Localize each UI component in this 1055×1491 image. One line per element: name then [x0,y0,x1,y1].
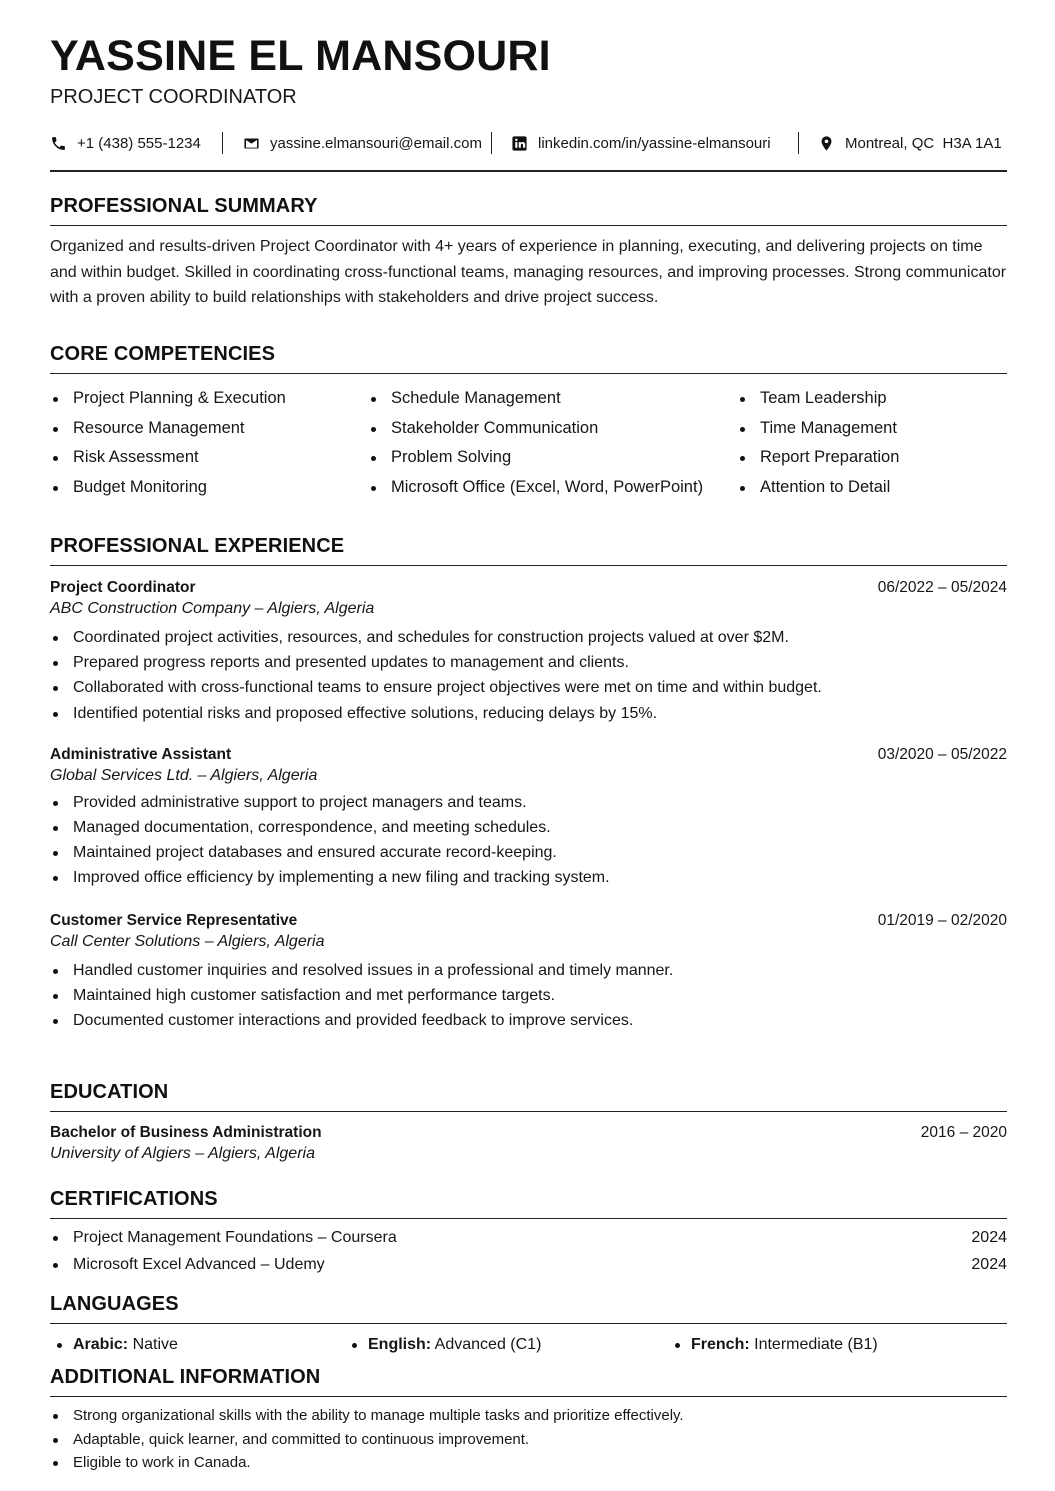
section-heading: CORE COMPETENCIES [50,343,1007,374]
language-item [350,1332,541,1358]
competency-item: Stakeholder Communication [368,414,703,444]
competencies-section [50,343,1007,514]
additional-section [50,1366,1007,1475]
competency-item: Schedule Management [368,384,703,414]
competencies-column [368,384,703,503]
contact-divider [491,132,492,154]
job-dates: 01/2019 – 02/2020 [877,911,1007,929]
education-entry [50,1124,1007,1163]
job-bullet: Maintained high customer satisfaction and met performance targets. [50,983,1007,1008]
job-bullet: Improved office efficiency by implementing a new filing and tracking system. [50,865,1007,890]
competency-item: Problem Solving [368,443,703,473]
header-divider [50,170,1007,172]
additional-list [50,1404,1007,1475]
email-icon [243,135,260,152]
contact-divider [798,132,799,154]
additional-item: Adaptable, quick learner, and committed to continuous improvement. [50,1428,1007,1452]
competency-item: Risk Assessment [50,443,286,473]
job-dates: 03/2020 – 05/2022 [877,745,1007,763]
additional-item: Strong organizational skills with the ability to manage multiple tasks and prioritize effectively. [50,1404,1007,1428]
certification-item [50,1224,1007,1251]
job-entry [50,912,1007,1034]
job-bullet: Provided administrative support to project managers and teams. [50,790,1007,815]
job-title: Project Coordinator [50,579,196,596]
summary-section [50,195,1007,311]
job-bullet: Prepared progress reports and presented updates to management and clients. [50,650,1007,675]
education-dates: 2016 – 2020 [920,1124,1007,1141]
language-level: Advanced (C1) [434,1336,542,1353]
certification-item [50,1251,1007,1278]
contact-divider [222,132,223,154]
job-organization: ABC Construction Company – Algiers, Algeria [50,600,375,617]
competency-item: Team Leadership [737,384,899,414]
school-name: University of Algiers – Algiers, Algeria [50,1145,315,1162]
contact-bar [50,131,1007,155]
location-text: Montreal, QC H3A 1A1 [845,134,1002,152]
candidate-name: YASSINE EL MANSOURI [50,32,551,80]
job-dates: 06/2022 – 05/2024 [877,579,1007,596]
language-item [673,1332,878,1358]
competency-item: Budget Monitoring [50,473,286,503]
job-bullet: Coordinated project activities, resources, and schedules for construction projects valued at over $2M. [50,625,1007,650]
additional-item: Eligible to work in Canada. [50,1451,1007,1475]
job-title: Customer Service Representative [50,911,298,929]
section-heading: ADDITIONAL INFORMATION [50,1366,1007,1397]
contact-location [818,131,1002,155]
resume-page [50,0,1007,1491]
job-entry [50,746,1007,891]
contact-linkedin[interactable] [511,131,771,155]
competency-item: Project Planning & Execution [50,384,286,414]
job-bullet: Documented customer interactions and provided feedback to improve services. [50,1008,1007,1033]
certifications-section [50,1188,1007,1278]
section-heading: CERTIFICATIONS [50,1188,1007,1219]
job-bullets [50,790,1007,891]
linkedin-icon [511,135,528,152]
section-heading: PROFESSIONAL EXPERIENCE [50,535,1007,566]
job-bullet: Managed documentation, correspondence, and meeting schedules. [50,815,1007,840]
competencies-column [737,384,899,503]
job-bullet: Identified potential risks and proposed effective solutions, reducing delays by 15%. [50,701,1007,726]
job-bullet: Collaborated with cross-functional teams to ensure project objectives were met on time and within budget. [50,675,1007,700]
section-heading: EDUCATION [50,1081,1007,1112]
competency-item: Time Management [737,414,899,444]
contact-phone[interactable] [50,131,201,155]
competency-item: Report Preparation [737,443,899,473]
contact-email[interactable] [243,131,482,155]
competencies-grid [50,384,1007,514]
certification-year: 2024 [971,1229,1007,1246]
language-level: Intermediate (B1) [754,1336,878,1353]
summary-text: Organized and results-driven Project Coordinator with 4+ years of experience in planning, executing, and delivering projects on time and within budget. Skilled in coordinating cross-functional teams, managing resources, and improving processes. Strong communicator with a proven ability to build relationships with stakeholders and drive project success. [50,238,1007,306]
location-icon [818,135,835,152]
language-item [55,1332,178,1358]
language-name: Arabic: [73,1336,129,1353]
job-organization: Global Services Ltd. – Algiers, Algeria [50,766,318,784]
language-name: English: [368,1336,432,1353]
competency-item: Microsoft Office (Excel, Word, PowerPoint) [368,473,703,503]
education-section [50,1081,1007,1163]
phone-text: +1 (438) 555-1234 [77,134,201,152]
competencies-column [50,384,286,503]
job-title: Administrative Assistant [50,745,232,763]
certification-name: Microsoft Excel Advanced – Udemy [73,1256,325,1273]
job-entry [50,579,1007,726]
experience-section [50,535,1007,1033]
certification-year: 2024 [971,1256,1007,1273]
job-organization: Call Center Solutions – Algiers, Algeria [50,932,325,950]
competency-item: Attention to Detail [737,473,899,503]
candidate-title: PROJECT COORDINATOR [50,86,297,108]
phone-icon [50,135,67,152]
languages-section [50,1293,1007,1358]
job-bullet: Maintained project databases and ensured accurate record-keeping. [50,840,1007,865]
language-name: French: [691,1336,750,1353]
job-bullets [50,958,1007,1034]
language-level: Native [132,1336,178,1353]
linkedin-text: linkedin.com/in/yassine-elmansouri [538,134,771,152]
job-bullet: Handled customer inquiries and resolved issues in a professional and timely manner. [50,958,1007,983]
languages-list [50,1332,1007,1358]
degree-title: Bachelor of Business Administration [50,1124,322,1141]
section-heading: PROFESSIONAL SUMMARY [50,195,1007,226]
competency-item: Resource Management [50,414,286,444]
section-heading: LANGUAGES [50,1293,1007,1324]
email-text: yassine.elmansouri@email.com [270,134,482,152]
certification-name: Project Management Foundations – Coursera [73,1229,397,1246]
job-bullets [50,625,1007,726]
